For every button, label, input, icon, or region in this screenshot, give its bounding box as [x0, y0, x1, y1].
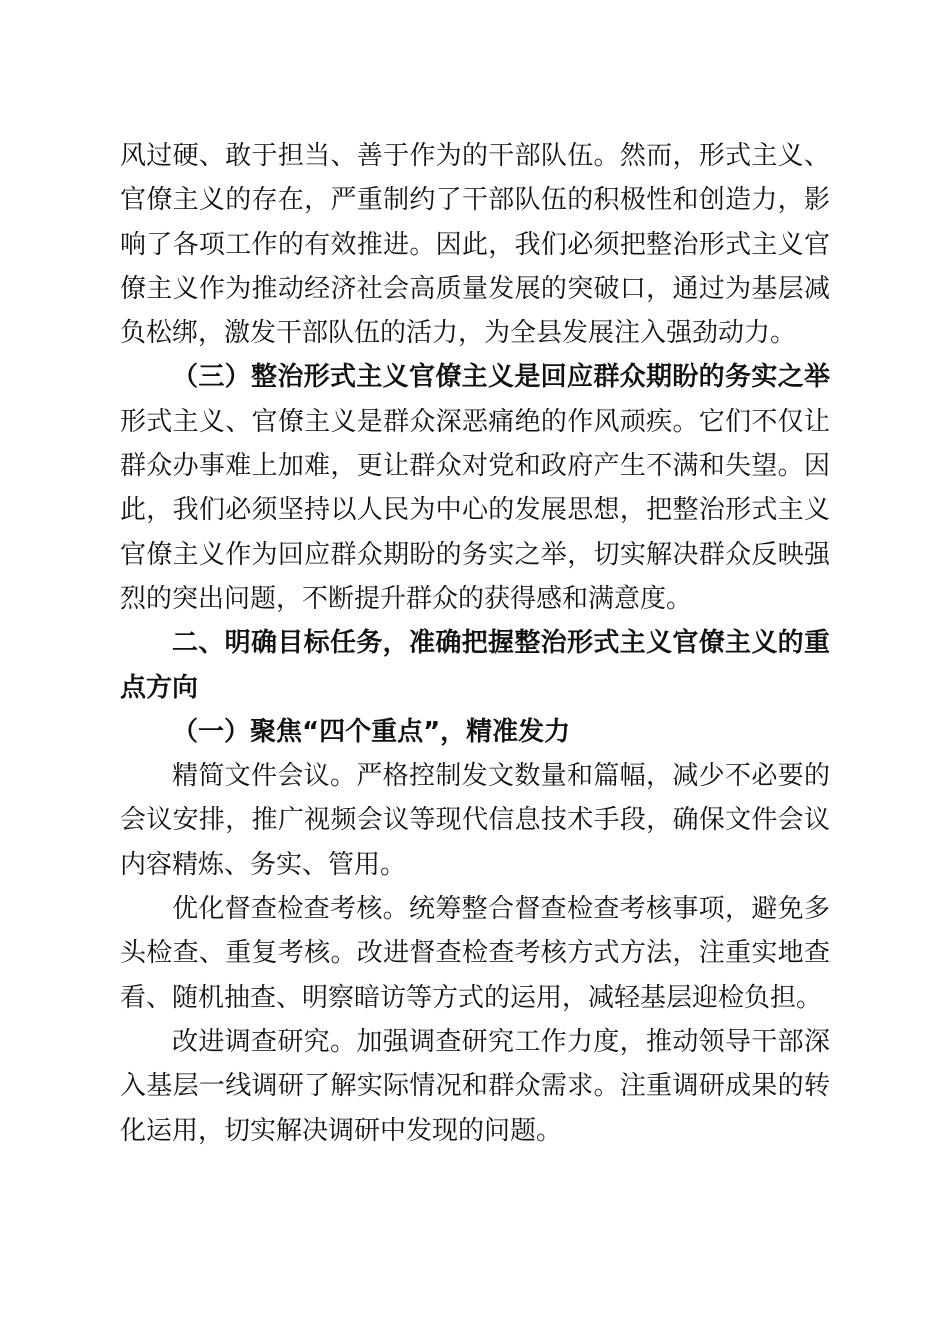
subsection-heading: （三）整治形式主义官僚主义是回应群众期盼的务实之举: [172, 362, 830, 393]
section-heading-continued: 点方向: [120, 672, 199, 703]
body-line: 官僚主义的存在，严重制约了干部队伍的积极性和创造力，影: [120, 185, 830, 216]
body-line: 官僚主义作为回应群众期盼的务实之举，切实解决群众反映强: [120, 539, 830, 570]
subsection-heading: （一）聚焦“四个重点”，精准发力: [172, 716, 571, 747]
body-line: 烈的突出问题，不断提升群众的获得感和满意度。: [120, 583, 693, 614]
body-line: 形式主义、官僚主义是群众深恶痛绝的作风顽疾。它们不仅让: [120, 406, 830, 437]
body-line: 负松绑，激发干部队伍的活力，为全县发展注入强劲动力。: [120, 318, 797, 349]
body-line: 入基层一线调研了解实际情况和群众需求。注重调研成果的转: [120, 1071, 830, 1102]
body-line: 响了各项工作的有效推进。因此，我们必须把整治形式主义官: [120, 229, 830, 260]
document-body: [120, 134, 830, 1153]
body-line: 僚主义作为推动经济社会高质量发展的突破口，通过为基层减: [120, 273, 830, 304]
body-line: 优化督查检查考核。统筹整合督查检查考核事项，避免多: [172, 894, 830, 925]
section-heading: 二、明确目标任务，准确把握整治形式主义官僚主义的重: [172, 628, 830, 659]
body-line: 会议安排，推广视频会议等现代信息技术手段，确保文件会议: [120, 805, 830, 836]
body-line: 群众办事难上加难，更让群众对党和政府产生不满和失望。因: [120, 451, 830, 482]
body-line: 此，我们必须坚持以人民为中心的发展思想，把整治形式主义: [120, 495, 830, 526]
body-line: 内容精炼、务实、管用。: [120, 849, 407, 880]
body-line: 改进调查研究。加强调查研究工作力度，推动领导干部深: [172, 1026, 830, 1057]
body-line: 看、随机抽查、明察暗访等方式的运用，减轻基层迎检负担。: [120, 982, 823, 1013]
body-line: 化运用，切实解决调研中发现的问题。: [120, 1115, 563, 1146]
body-line: 头检查、重复考核。改进督查检查考核方式方法，注重实地查: [120, 938, 830, 969]
body-line: 精简文件会议。严格控制发文数量和篇幅，减少不必要的: [172, 761, 830, 792]
body-line: 风过硬、敢于担当、善于作为的干部队伍。然而，形式主义、: [120, 141, 830, 171]
